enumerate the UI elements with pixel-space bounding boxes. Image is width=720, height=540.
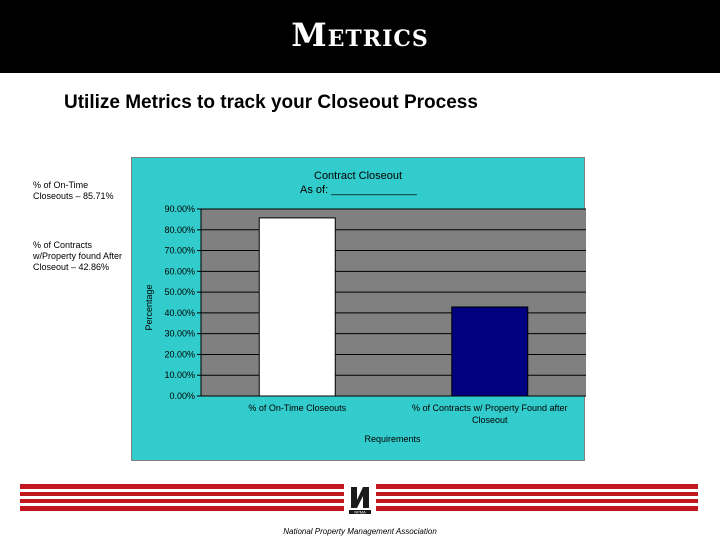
- note-on-time-line1: % of On-Time: [33, 180, 89, 190]
- logo-text: NPMA: [354, 509, 366, 515]
- x-axis-label: Requirements: [364, 434, 421, 444]
- note-property-line1: % of Contracts: [33, 240, 93, 250]
- chart-title-line2: As of: ______________: [300, 184, 417, 196]
- note-property-line2: w/Property found After: [33, 251, 123, 261]
- y-tick-label: 50.00%: [164, 287, 195, 298]
- x-tick-label: % of On-Time Closeouts: [248, 403, 347, 413]
- bar: [452, 307, 528, 396]
- footer-org-name: National Property Management Association: [283, 527, 437, 536]
- y-tick-label: 40.00%: [164, 307, 195, 318]
- y-axis-label: Percentage: [144, 284, 154, 331]
- note-property-line3: Closeout – 42.86%: [33, 262, 110, 272]
- bar: [259, 218, 335, 396]
- x-tick-label: % of Contracts w/ Property Found after: [411, 403, 568, 413]
- note-on-time-line2: Closeouts – 85.71%: [33, 191, 114, 201]
- y-tick-label: 20.00%: [164, 349, 195, 360]
- slide-title: Metrics: [291, 16, 429, 54]
- x-tick-label: Closeout: [471, 415, 508, 425]
- y-tick-label: 70.00%: [164, 245, 195, 256]
- y-tick-label: 80.00%: [164, 224, 195, 235]
- y-tick-label: 10.00%: [164, 370, 195, 381]
- slide-subtitle: Utilize Metrics to track your Closeout Process: [64, 92, 478, 113]
- y-tick-label: 60.00%: [164, 266, 195, 277]
- y-tick-label: 90.00%: [164, 204, 195, 214]
- y-tick-label: 0.00%: [169, 391, 195, 401]
- y-tick-label: 30.00%: [164, 328, 195, 339]
- npma-logo: [344, 484, 376, 516]
- chart-title-line1: Contract Closeout: [314, 170, 403, 182]
